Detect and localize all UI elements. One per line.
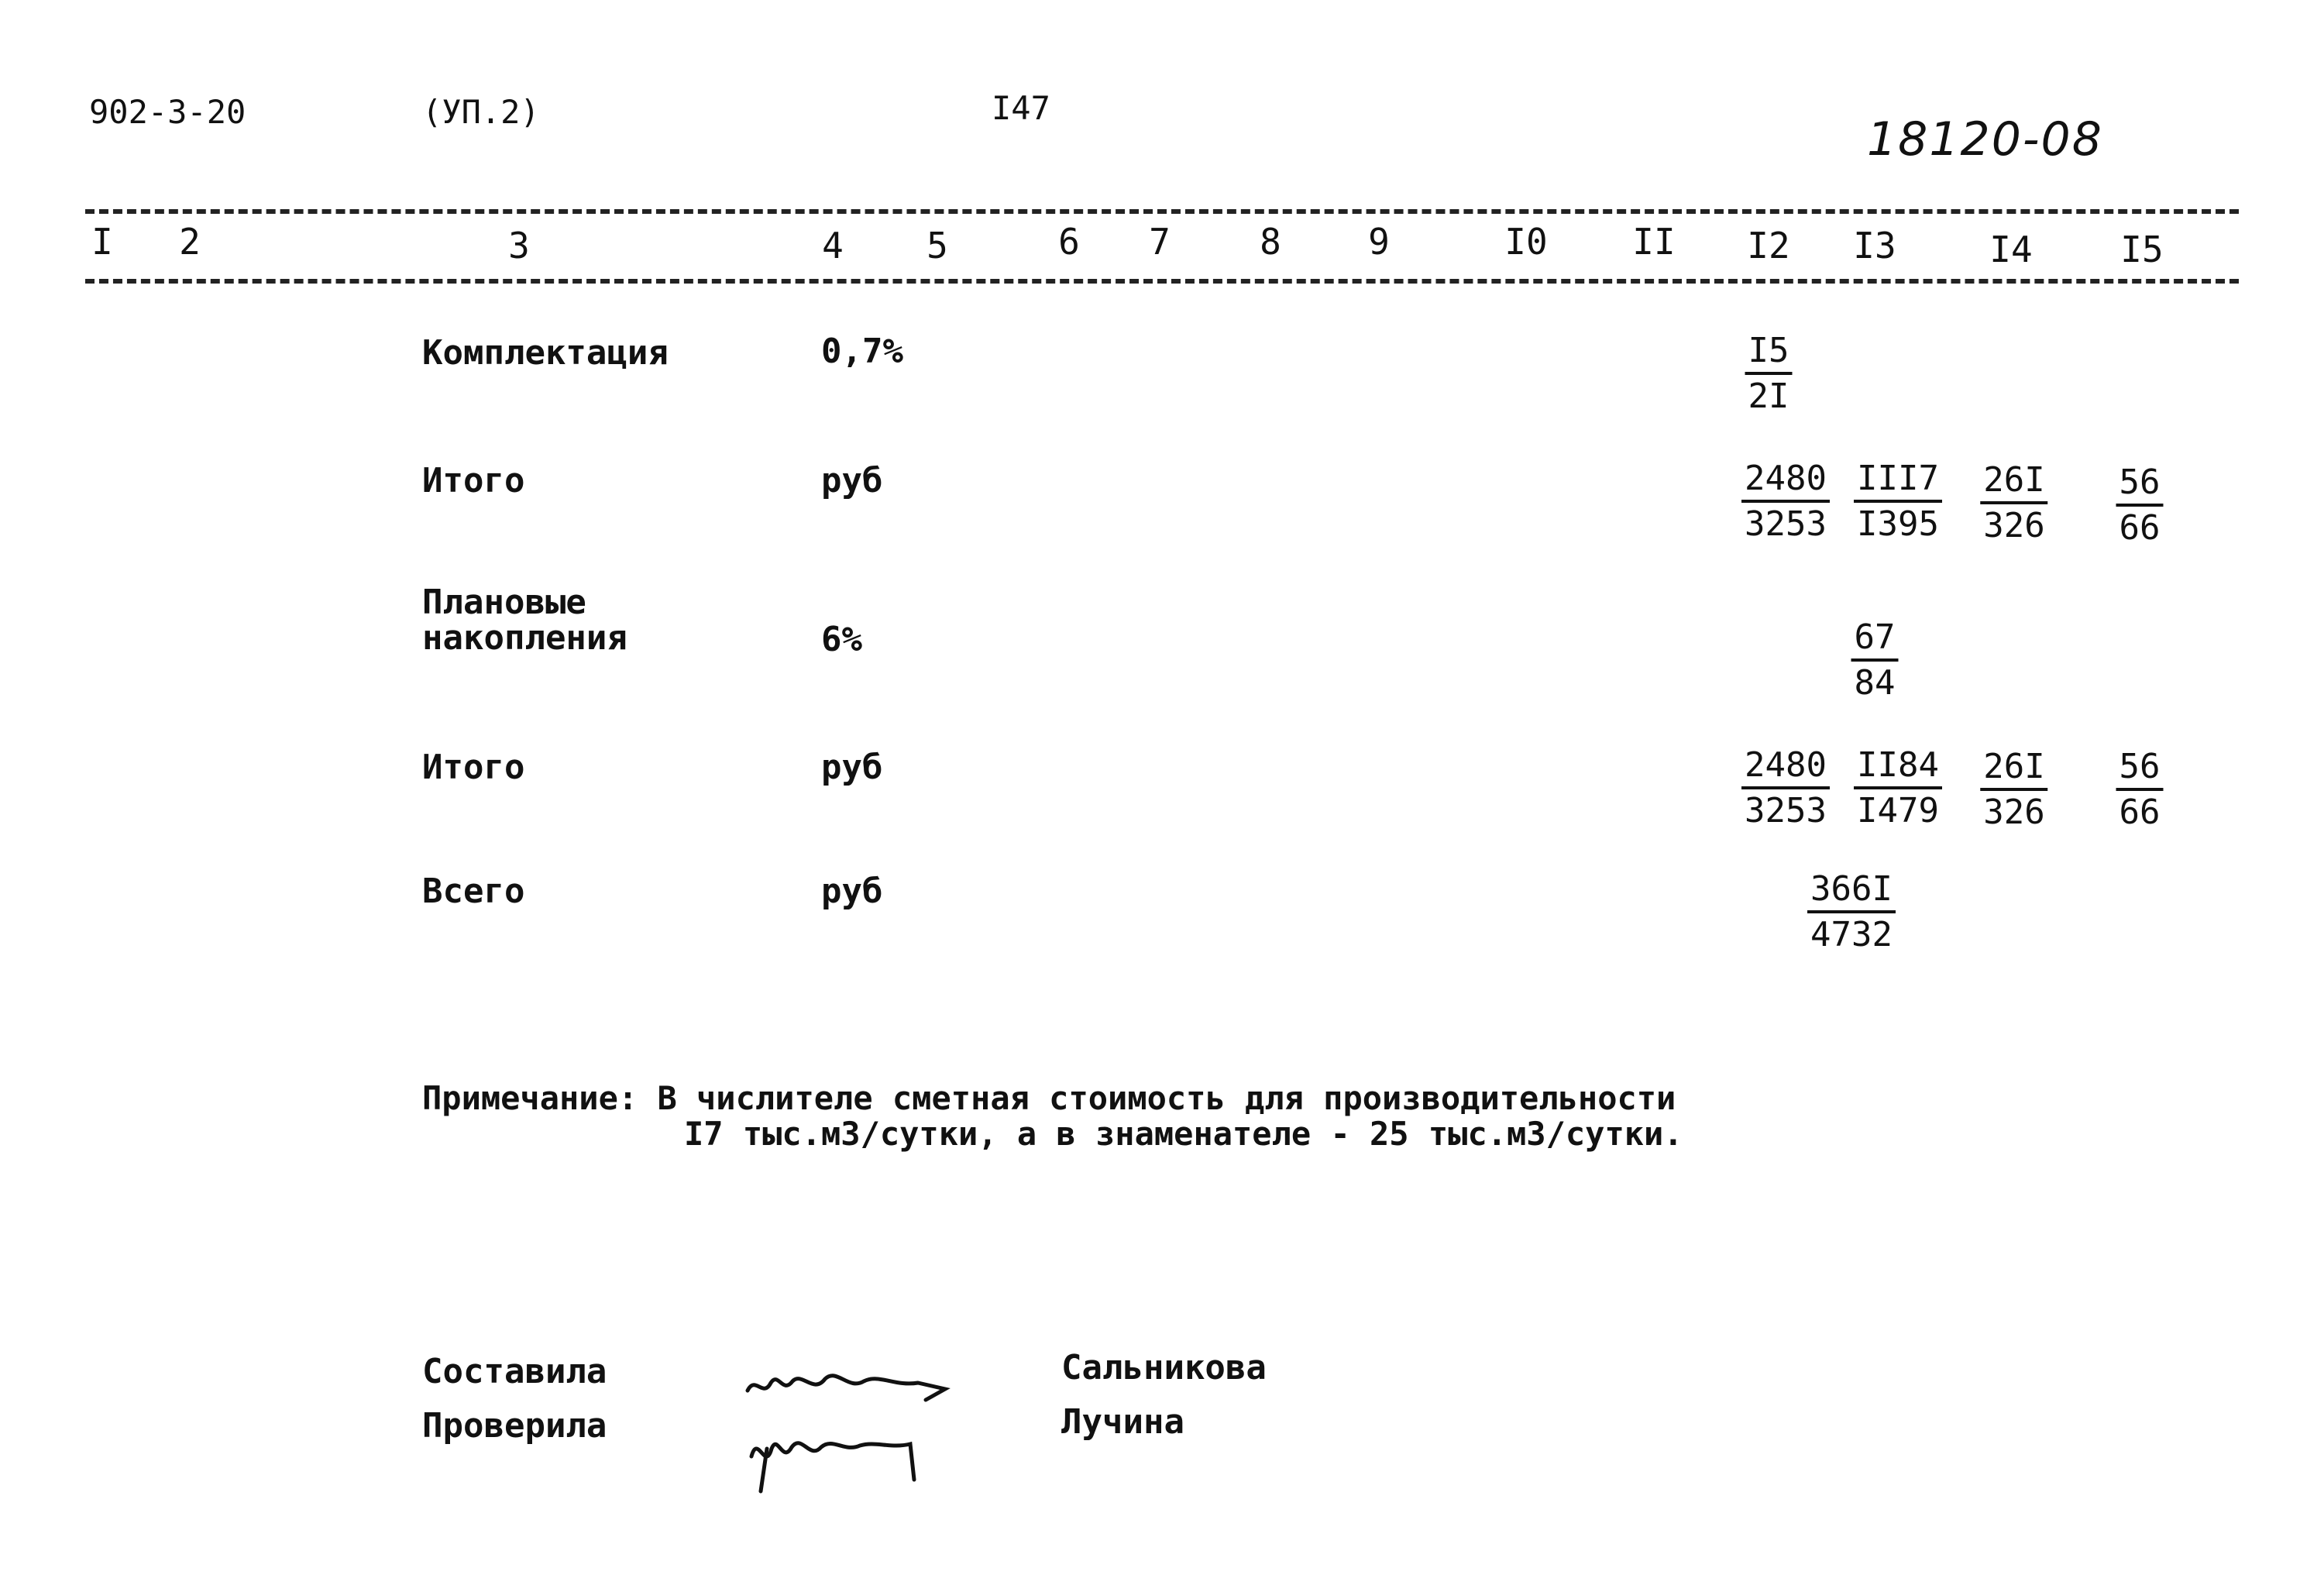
column-header-11: II <box>1632 221 1676 263</box>
denominator: 66 <box>2119 508 2161 548</box>
cell-equipment-c12 <box>1745 329 1793 418</box>
cell-subtotal-2-c12 <box>1741 744 1830 832</box>
document-code: 902-3-20 <box>89 93 246 131</box>
compiler-signature <box>740 1352 957 1414</box>
compiler-name: Сальникова <box>1061 1348 1267 1387</box>
cell-subtotal-1-c15 <box>2116 461 2164 549</box>
row-label-subtotal-2: Итого <box>422 748 525 787</box>
column-header-12: I2 <box>1747 225 1790 266</box>
denominator: 2I <box>1748 377 1789 416</box>
cell-subtotal-1-c14 <box>1980 459 2047 547</box>
numerator: 2480 <box>1741 744 1830 789</box>
denominator: 84 <box>1854 663 1896 703</box>
numerator: 2480 <box>1741 457 1830 503</box>
table-top-rule <box>85 209 2239 214</box>
checked-by-label: Проверила <box>422 1406 607 1446</box>
row-unit-subtotal-2: руб <box>821 748 883 787</box>
compiled-by-label: Составила <box>422 1352 607 1391</box>
column-header-13: I3 <box>1853 225 1896 266</box>
column-header-8: 8 <box>1260 221 1281 263</box>
denominator: I479 <box>1857 791 1939 830</box>
row-unit-equipment: 0,7% <box>821 332 903 371</box>
column-header-6: 6 <box>1058 221 1080 263</box>
numerator: I5 <box>1745 329 1793 375</box>
column-header-3: 3 <box>508 225 530 266</box>
denominator: I395 <box>1857 504 1939 544</box>
column-header-15: I5 <box>2120 229 2164 270</box>
numerator: 26I <box>1980 459 2047 504</box>
column-header-7: 7 <box>1149 221 1171 263</box>
numerator: II84 <box>1854 744 1942 789</box>
document-number: 18120-08 <box>1867 112 2103 167</box>
table-header-rule <box>85 279 2239 284</box>
column-header-9: 9 <box>1368 221 1390 263</box>
page-number: I47 <box>992 89 1050 127</box>
cell-subtotal-2-c15 <box>2116 745 2164 834</box>
row-label-line-2: накопления <box>422 618 627 658</box>
checker-signature <box>744 1418 930 1503</box>
note-line-1: В числителе сметная стоимость для производительности <box>657 1079 1676 1117</box>
cell-subtotal-2-c14 <box>1980 745 2047 834</box>
row-unit-planned-savings: 6% <box>821 620 862 659</box>
column-header-5: 5 <box>927 225 948 266</box>
row-label-planned-savings <box>422 585 627 656</box>
numerator: 56 <box>2116 745 2164 791</box>
numerator: III7 <box>1854 457 1942 503</box>
denominator: 3253 <box>1745 791 1827 830</box>
row-unit-total: руб <box>821 872 883 911</box>
column-header-1: I <box>91 221 113 263</box>
note-line-2: I7 тыс.м3/сутки, а в знаменателе - 25 тыс.м3/сутки. <box>684 1115 1683 1153</box>
column-header-10: I0 <box>1504 221 1548 263</box>
column-header-2: 2 <box>179 221 201 263</box>
row-label-equipment: Комплектация <box>422 333 669 373</box>
numerator: 67 <box>1851 616 1899 662</box>
denominator: 326 <box>1983 506 2045 545</box>
denominator: 3253 <box>1745 504 1827 544</box>
cell-subtotal-2-c13 <box>1854 744 1942 832</box>
row-unit-subtotal-1: руб <box>821 461 883 500</box>
numerator: 56 <box>2116 461 2164 507</box>
row-label-subtotal-1: Итого <box>422 461 525 500</box>
note-label: Примечание: <box>422 1079 638 1117</box>
denominator: 326 <box>1983 793 2045 832</box>
cell-planned-savings-c13 <box>1851 616 1899 704</box>
cell-total <box>1807 868 1896 956</box>
checker-name: Лучина <box>1061 1402 1184 1442</box>
row-label-total: Всего <box>422 872 525 911</box>
numerator: 366I <box>1807 868 1896 913</box>
cell-subtotal-1-c12 <box>1741 457 1830 545</box>
numerator: 26I <box>1980 745 2047 791</box>
denominator: 66 <box>2119 793 2161 832</box>
note <box>422 1081 1683 1152</box>
row-label-line-1: Плановые <box>422 583 586 622</box>
section-label: (УП.2) <box>422 93 540 131</box>
column-header-14: I4 <box>1989 229 2033 270</box>
cell-subtotal-1-c13 <box>1854 457 1942 545</box>
column-header-4: 4 <box>822 225 844 266</box>
denominator: 4732 <box>1810 915 1893 954</box>
